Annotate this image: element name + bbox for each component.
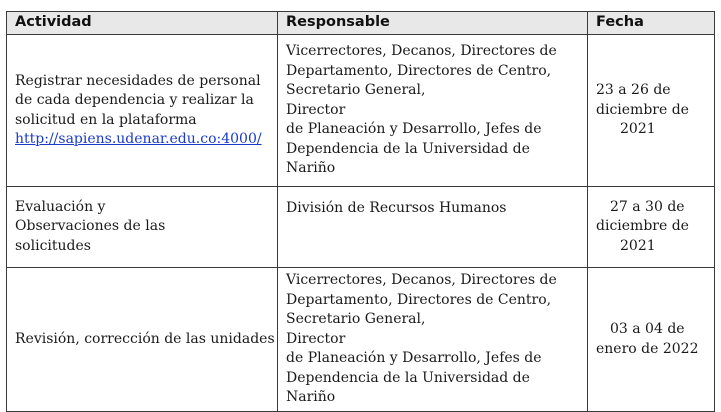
cell-responsable [278, 268, 588, 412]
cell-line: 2021 [620, 237, 656, 254]
cell-actividad [7, 268, 278, 412]
cell-responsable [278, 35, 588, 187]
table-header-row [7, 12, 715, 35]
table-row [7, 187, 715, 268]
cell-line: de Planeación y Desarrollo, Jefes de [286, 350, 542, 367]
table-row [7, 268, 715, 412]
cell-line: solicitud en la plataforma [15, 111, 197, 128]
cell-line: solicitudes [15, 237, 91, 254]
cell-line: Vicerrectores, Decanos, Directores de [286, 272, 557, 289]
cell-line: Vicerrectores, Decanos, Directores de [286, 43, 557, 60]
cell-line: División de Recursos Humanos [286, 200, 507, 216]
cell-line: Observaciones de las [15, 218, 166, 235]
cell-line: 03 a 04 de [610, 321, 685, 337]
schedule-table [6, 11, 715, 412]
cell-line: diciembre de [596, 101, 689, 118]
cell-line: Secretario General, [286, 82, 426, 99]
table-row [7, 35, 715, 187]
sapiens-link[interactable]: http://sapiens.udenar.edu.co:4000/ [15, 131, 262, 147]
cell-actividad [7, 35, 278, 187]
header-responsable: Responsable [278, 12, 588, 35]
cell-line: Departamento, Directores de Centro, [286, 62, 552, 79]
header-fecha: Fecha [588, 12, 715, 35]
cell-line: Evaluación y [15, 198, 106, 215]
cell-fecha [588, 268, 715, 412]
cell-line: de Planeación y Desarrollo, Jefes de [286, 121, 542, 138]
cell-line: Revisión, corrección de las unidades [15, 330, 275, 347]
cell-line: Nariño [286, 160, 336, 177]
cell-line: Secretario General, [286, 311, 426, 328]
cell-fecha [588, 35, 715, 187]
header-actividad: Actividad [7, 12, 278, 35]
cell-actividad [7, 187, 278, 268]
cell-line: 23 a 26 de [596, 82, 671, 99]
cell-line: diciembre de [596, 218, 689, 235]
cell-responsable [278, 187, 588, 268]
cell-line: Departamento, Directores de Centro, [286, 291, 552, 308]
cell-line: de cada dependencia y realizar la [15, 92, 254, 108]
cell-line: Director [286, 101, 346, 118]
cell-line: Nariño [286, 389, 336, 406]
cell-fecha [588, 187, 715, 268]
cell-line: Registrar necesidades de personal [15, 72, 261, 89]
cell-line: 2021 [620, 121, 656, 138]
cell-line: Dependencia de la Universidad de [286, 369, 530, 386]
cell-line: Dependencia de la Universidad de [286, 140, 530, 157]
cell-line: Director [286, 330, 346, 347]
cell-line: 27 a 30 de [610, 198, 685, 215]
cell-line: enero de 2022 [596, 340, 699, 357]
